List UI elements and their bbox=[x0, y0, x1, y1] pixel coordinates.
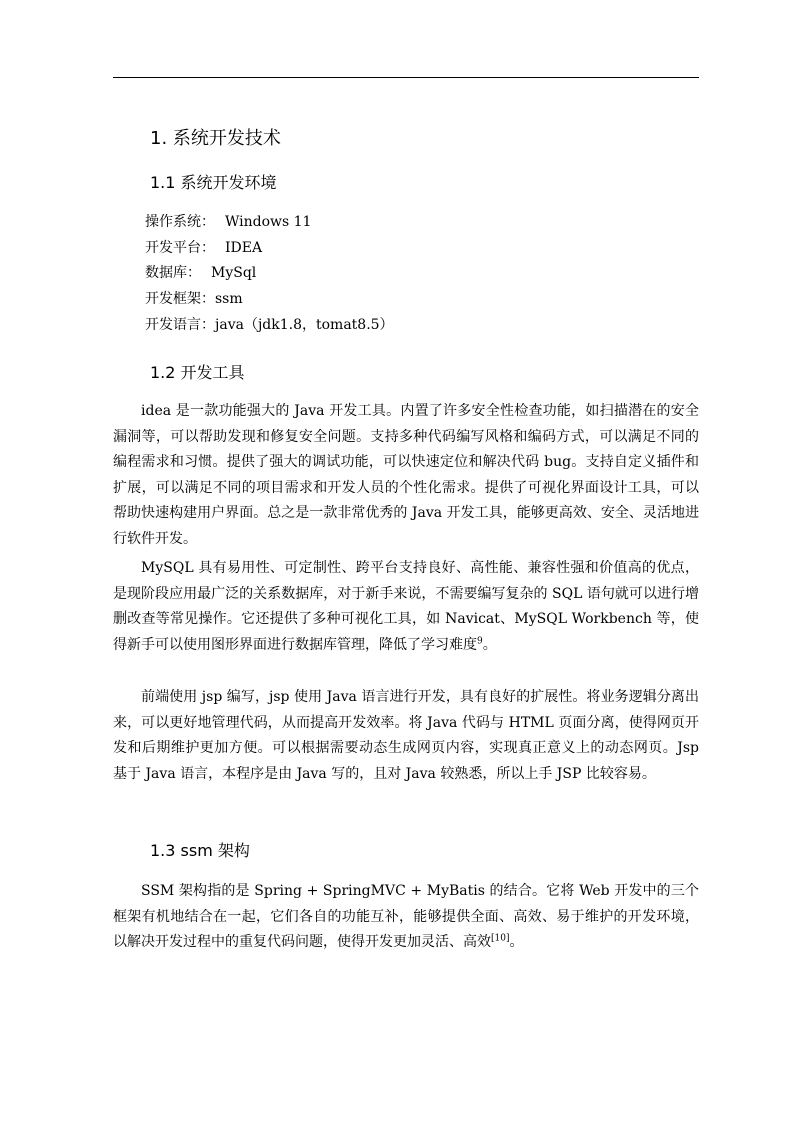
env-value: MySql bbox=[211, 265, 257, 282]
env-label: 操作系统： bbox=[145, 214, 215, 230]
chapter-heading: 1. 系统开发技术 bbox=[150, 128, 281, 149]
env-label: 开发框架： bbox=[145, 291, 215, 308]
paragraph-ssm-end: 。 bbox=[509, 934, 524, 950]
paragraph-ssm-text: SSM 架构指的是 Spring + SpringMVC + MyBatis 的结合。它将 Web 开发中的三个框架有机地结合在一起，它们各自的功能互补，能够提供全面、高效、易于维护的开发环境，以解决开发过程中的重复代码问题，使得开发更加灵活、高效 bbox=[113, 883, 699, 950]
paragraph-mysql-end: 。 bbox=[482, 636, 497, 653]
env-label: 开发语言： bbox=[145, 316, 215, 333]
citation-ref: 9 bbox=[477, 635, 483, 646]
env-value: IDEA bbox=[225, 239, 263, 256]
env-item bbox=[145, 261, 394, 287]
env-label: 开发平台： bbox=[145, 239, 215, 256]
environment-list bbox=[145, 210, 394, 339]
env-value: ssm bbox=[215, 291, 243, 308]
paragraph-jsp: 前端使用 jsp 编写，jsp 使用 Java 语言进行开发，具有良好的扩展性。将业务逻辑分离出来，可以更好地管理代码，从而提高开发效率。将 Java 代码与 HTML 页面分离，使得网页开发和后期维护更加方便。可以根据需要动态生成网页内容，实现真正意义上的动态网页。Jsp 基于 Java 语言，本程序是由 Java 写的，且对 Java 较熟悉，所以上手 JSP 比较容易。 bbox=[113, 689, 699, 782]
env-value: Windows 11 bbox=[225, 214, 312, 230]
section-heading-tools: 1.2 开发工具 bbox=[150, 363, 245, 382]
paragraph-mysql bbox=[113, 556, 699, 658]
section-heading-environment: 1.1 系统开发环境 bbox=[150, 173, 277, 192]
env-item bbox=[145, 313, 394, 339]
env-item bbox=[145, 287, 394, 313]
paragraph-mysql-text: MySQL 具有易用性、可定制性、跨平台支持良好、高性能、兼容性强和价值高的优点，是现阶段应用最广泛的关系数据库，对于新手来说，不需要编写复杂的 SQL 语句就可以进行增删改查等常见操作。它还提供了多种可视化工具，如 Navicat、MySQL Workbench 等，使得新手可以使用图形界面进行数据库管理，降低了学习难度 bbox=[113, 560, 699, 653]
env-item bbox=[145, 210, 394, 236]
paragraph-ssm bbox=[113, 879, 699, 956]
section-heading-ssm: 1.3 ssm 架构 bbox=[150, 841, 250, 860]
env-value: java（jdk1.8，tomat8.5） bbox=[215, 316, 394, 333]
env-label: 数据库： bbox=[145, 265, 201, 282]
citation-ref: [10] bbox=[491, 933, 510, 944]
env-item bbox=[145, 236, 394, 262]
paragraph-idea: idea 是一款功能强大的 Java 开发工具。内置了许多安全性检查功能，如扫描潜在的安全漏洞等，可以帮助发现和修复安全问题。支持多种代码编写风格和编码方式，可以满足不同的编程需求和习惯。提供了强大的调试功能，可以快速定位和解决代码 bug。支持自定义插件和扩展，可以满足不同的项目需求和开发人员的个性化需求。提供了可视化界面设计工具，可以帮助快速构建用户界面。总之是一款非常优秀的 Java 开发工具，能够更高效、安全、灵活地进行软件开发。 bbox=[113, 403, 699, 547]
header-rule bbox=[113, 77, 699, 78]
